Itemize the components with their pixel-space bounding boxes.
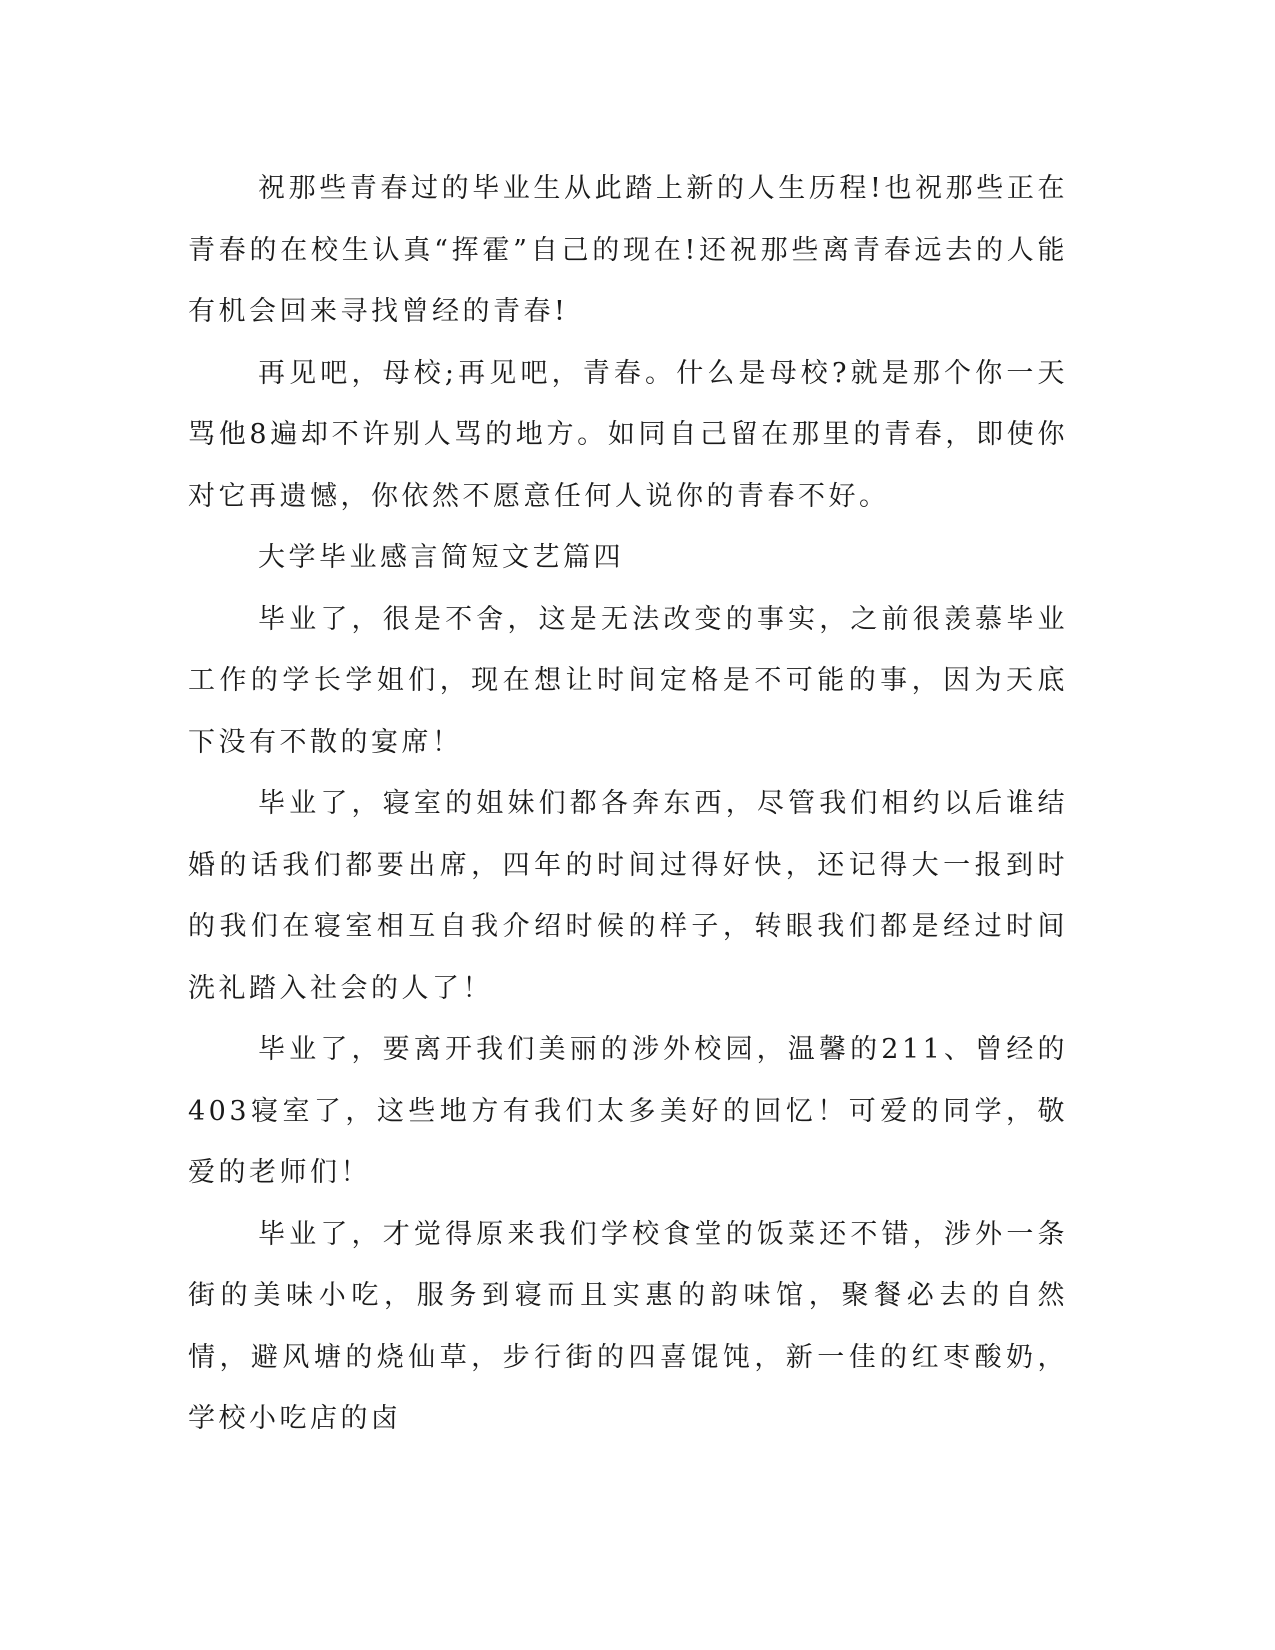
paragraph: 毕业了，很是不舍，这是无法改变的事实，之前很羡慕毕业工作的学长学姐们，现在想让时间定格是不可能的事，因为天底下没有不散的宴席！ — [188, 603, 1068, 758]
paragraph: 毕业了，要离开我们美丽的涉外校园，温馨的211、曾经的403寝室了，这些地方有我们太多美好的回忆！可爱的同学，敬爱的老师们！ — [188, 1034, 1068, 1188]
paragraph: 毕业了，才觉得原来我们学校食堂的饭菜还不错，涉外一条街的美味小吃，服务到寝而且实惠的韵味馆，聚餐必去的自然情，避风塘的烧仙草，步行街的四喜馄饨，新一佳的红枣酸奶，学校小吃店的卤 — [188, 1218, 1068, 1434]
document-body — [188, 158, 1068, 1450]
section-heading: 大学毕业感言简短文艺篇四 — [258, 542, 624, 573]
paragraph: 祝那些青春过的毕业生从此踏上新的人生历程!也祝那些正在青春的在校生认真“挥霍”自己的现在!还祝那些离青春远去的人能有机会回来寻找曾经的青春! — [188, 173, 1068, 327]
paragraph: 毕业了，寝室的姐妹们都各奔东西，尽管我们相约以后谁结婚的话我们都要出席，四年的时间过得好快，还记得大一报到时的我们在寝室相互自我介绍时候的样子，转眼我们都是经过时间洗礼踏入社会的人了！ — [188, 788, 1068, 1004]
paragraph: 再见吧，母校;再见吧，青春。什么是母校?就是那个你一天骂他8遍却不许别人骂的地方。如同自己留在那里的青春，即使你对它再遗憾，你依然不愿意任何人说你的青春不好。 — [188, 357, 1068, 512]
